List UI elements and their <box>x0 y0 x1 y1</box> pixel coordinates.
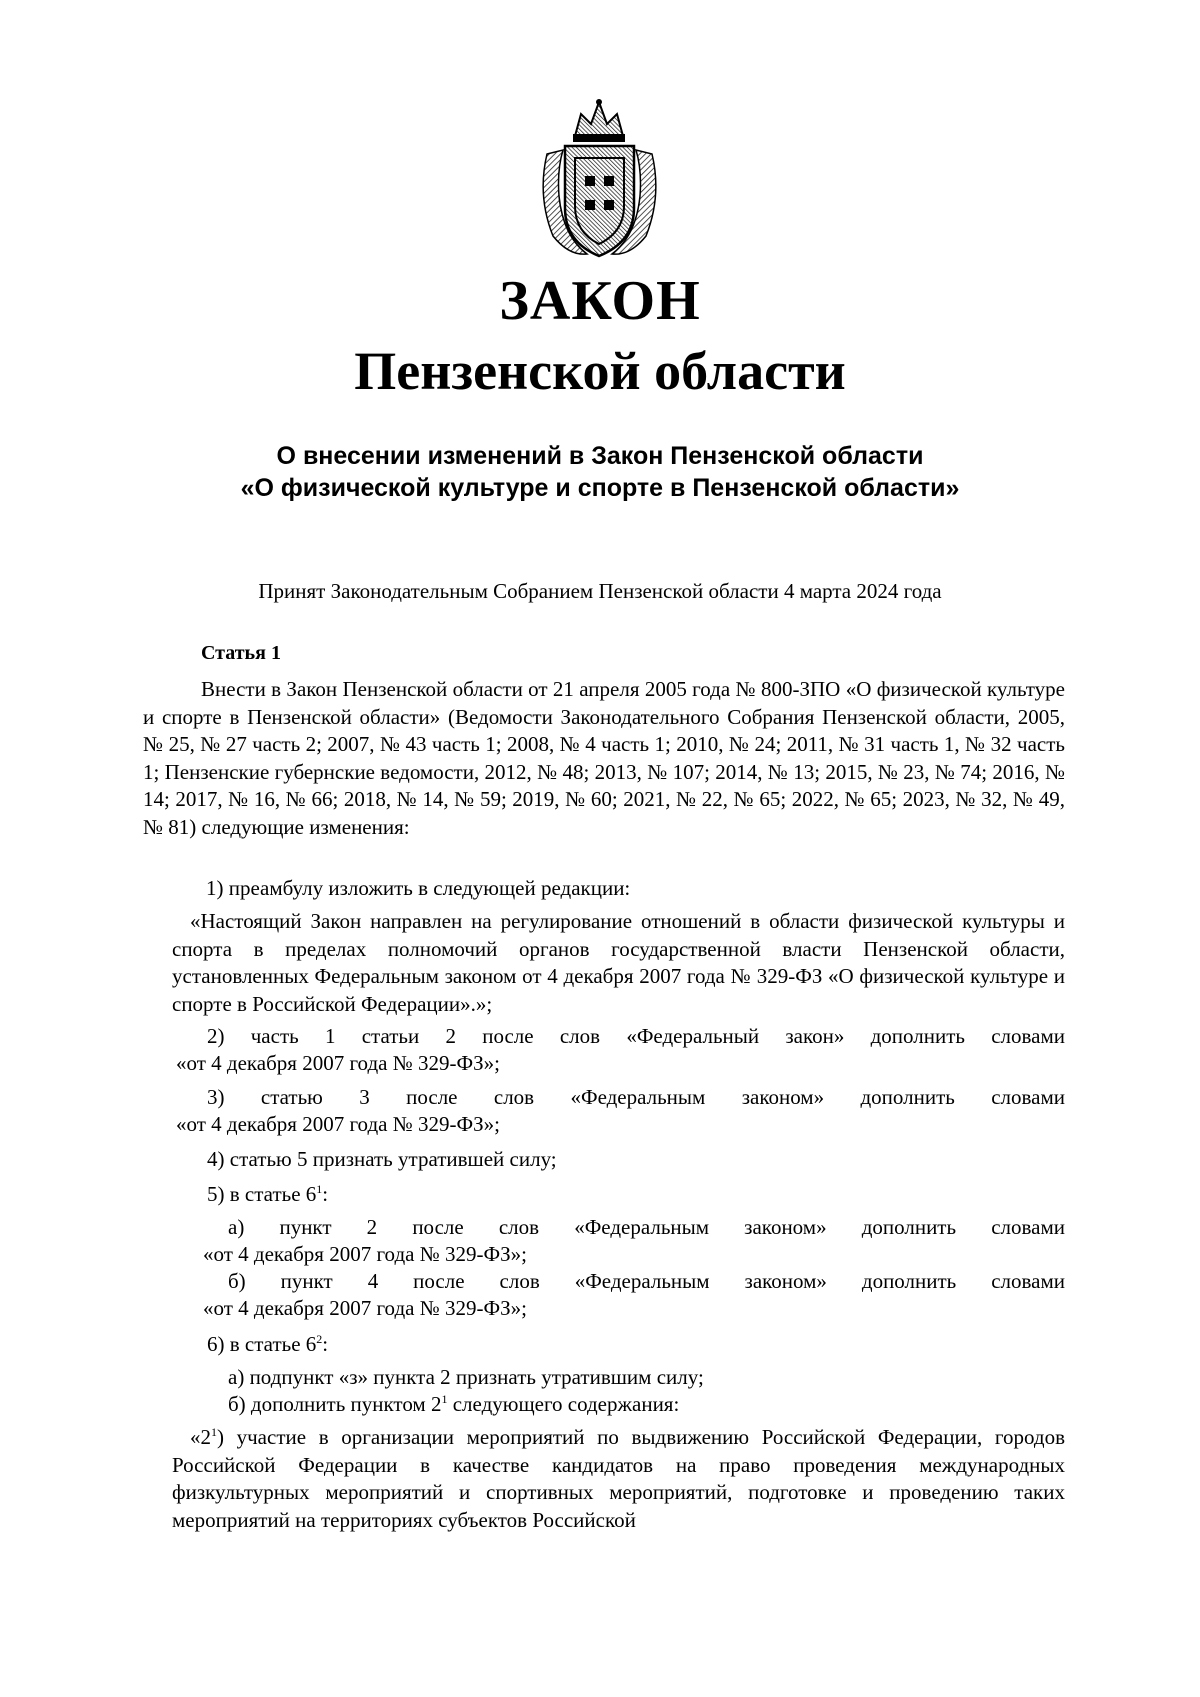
law-heading-line-2: «О физической культуре и спорте в Пензенской области» <box>240 474 960 502</box>
item-6b-superscript: 1 <box>441 1392 448 1406</box>
item-6b-quote-text: ) участие в организации мероприятий по выдвижению Российской Федерации, городов Российской Федерации в качестве кандидатов на право проведения международных физкультурных мероприятий и спортивных мероприятий, подготовке и проведению таких мероприятий на территориях субъектов Российской <box>172 1425 1065 1532</box>
region-title: Пензенской области <box>354 341 846 401</box>
law-heading-line-1: О внесении изменений в Закон Пензенской области <box>276 442 924 470</box>
law-title: ЗАКОН <box>499 270 701 332</box>
adoption-statement: Принят Законодательным Собранием Пензенской области 4 марта 2024 года <box>258 579 942 603</box>
item-2-line-2: «от 4 декабря 2007 года № 329-ФЗ»; <box>176 1051 500 1075</box>
item-1: 1) преамбулу изложить в следующей редакции: <box>206 876 631 900</box>
item-4: 4) статью 5 признать утратившей силу; <box>207 1147 557 1171</box>
item-6 <box>207 1330 328 1358</box>
item-5-superscript: 1 <box>316 1182 323 1196</box>
coat-of-arms-emblem <box>533 96 666 261</box>
item-5b-line-1: б) пункт 4 после слов «Федеральным законом» дополнить словами <box>228 1269 1065 1293</box>
item-6b-suffix: следующего содержания: <box>447 1392 680 1416</box>
item-6-colon: : <box>322 1332 329 1356</box>
item-5-colon: : <box>322 1182 329 1206</box>
item-5a-line-2: «от 4 декабря 2007 года № 329-ФЗ»; <box>203 1242 527 1266</box>
item-3-line-1: 3) статью 3 после слов «Федеральным законом» дополнить словами <box>207 1085 1065 1109</box>
item-6b-quote <box>172 1424 1065 1534</box>
item-6b-text: б) дополнить пунктом 2 <box>228 1392 442 1416</box>
item-5 <box>207 1180 328 1208</box>
item-6a: а) подпункт «з» пункта 2 признать утратившим силу; <box>228 1365 704 1389</box>
item-6b <box>228 1390 679 1418</box>
item-3-line-2: «от 4 декабря 2007 года № 329-ФЗ»; <box>176 1112 500 1136</box>
item-5-text: 5) в статье 6 <box>207 1182 317 1206</box>
item-6-superscript: 2 <box>316 1332 323 1346</box>
item-1-quote: «Настоящий Закон направлен на регулирование отношений в области физической культуры и спорта в пределах полномочий органов государственной власти Пензенской области, установленных Федеральным законом от 4 декабря 2007 года № 329-ФЗ «О физической культуре и спорте в Российской Федерации».»; <box>172 909 1065 1016</box>
item-5a-line-1: а) пункт 2 после слов «Федеральным законом» дополнить словами <box>228 1215 1065 1239</box>
article-1-title: Статья 1 <box>201 642 281 664</box>
item-5b-line-2: «от 4 декабря 2007 года № 329-ФЗ»; <box>203 1296 527 1320</box>
item-6-text: 6) в статье 6 <box>207 1332 317 1356</box>
item-6b-quote-prefix: «2 <box>190 1425 211 1449</box>
item-2-line-1: 2) часть 1 статьи 2 после слов «Федеральный закон» дополнить словами <box>207 1024 1065 1048</box>
article-1-intro: Внести в Закон Пензенской области от 21 апреля 2005 года № 800-ЗПО «О физической культуре и спорте в Пензенской области» (Ведомости Законодательного Собрания Пензенской области, 2005, № 25, № 27 часть 2; 2007, № 43 часть 1; 2008, № 4 часть 1; 2010, № 24; 2011, № 31 часть 1, № 32 часть 1; Пензенские губернские ведомости, 2012, № 48; 2013, № 107; 2014, № 13; 2015, № 23, № 74; 2016, № 14; 2017, № 16, № 66; 2018, № 14, № 59; 2019, № 60; 2021, № 22, № 65; 2022, № 65; 2023, № 32, № 49, № 81) следующие изменения: <box>143 677 1065 839</box>
item-6b-quote-superscript: 1 <box>211 1425 217 1439</box>
